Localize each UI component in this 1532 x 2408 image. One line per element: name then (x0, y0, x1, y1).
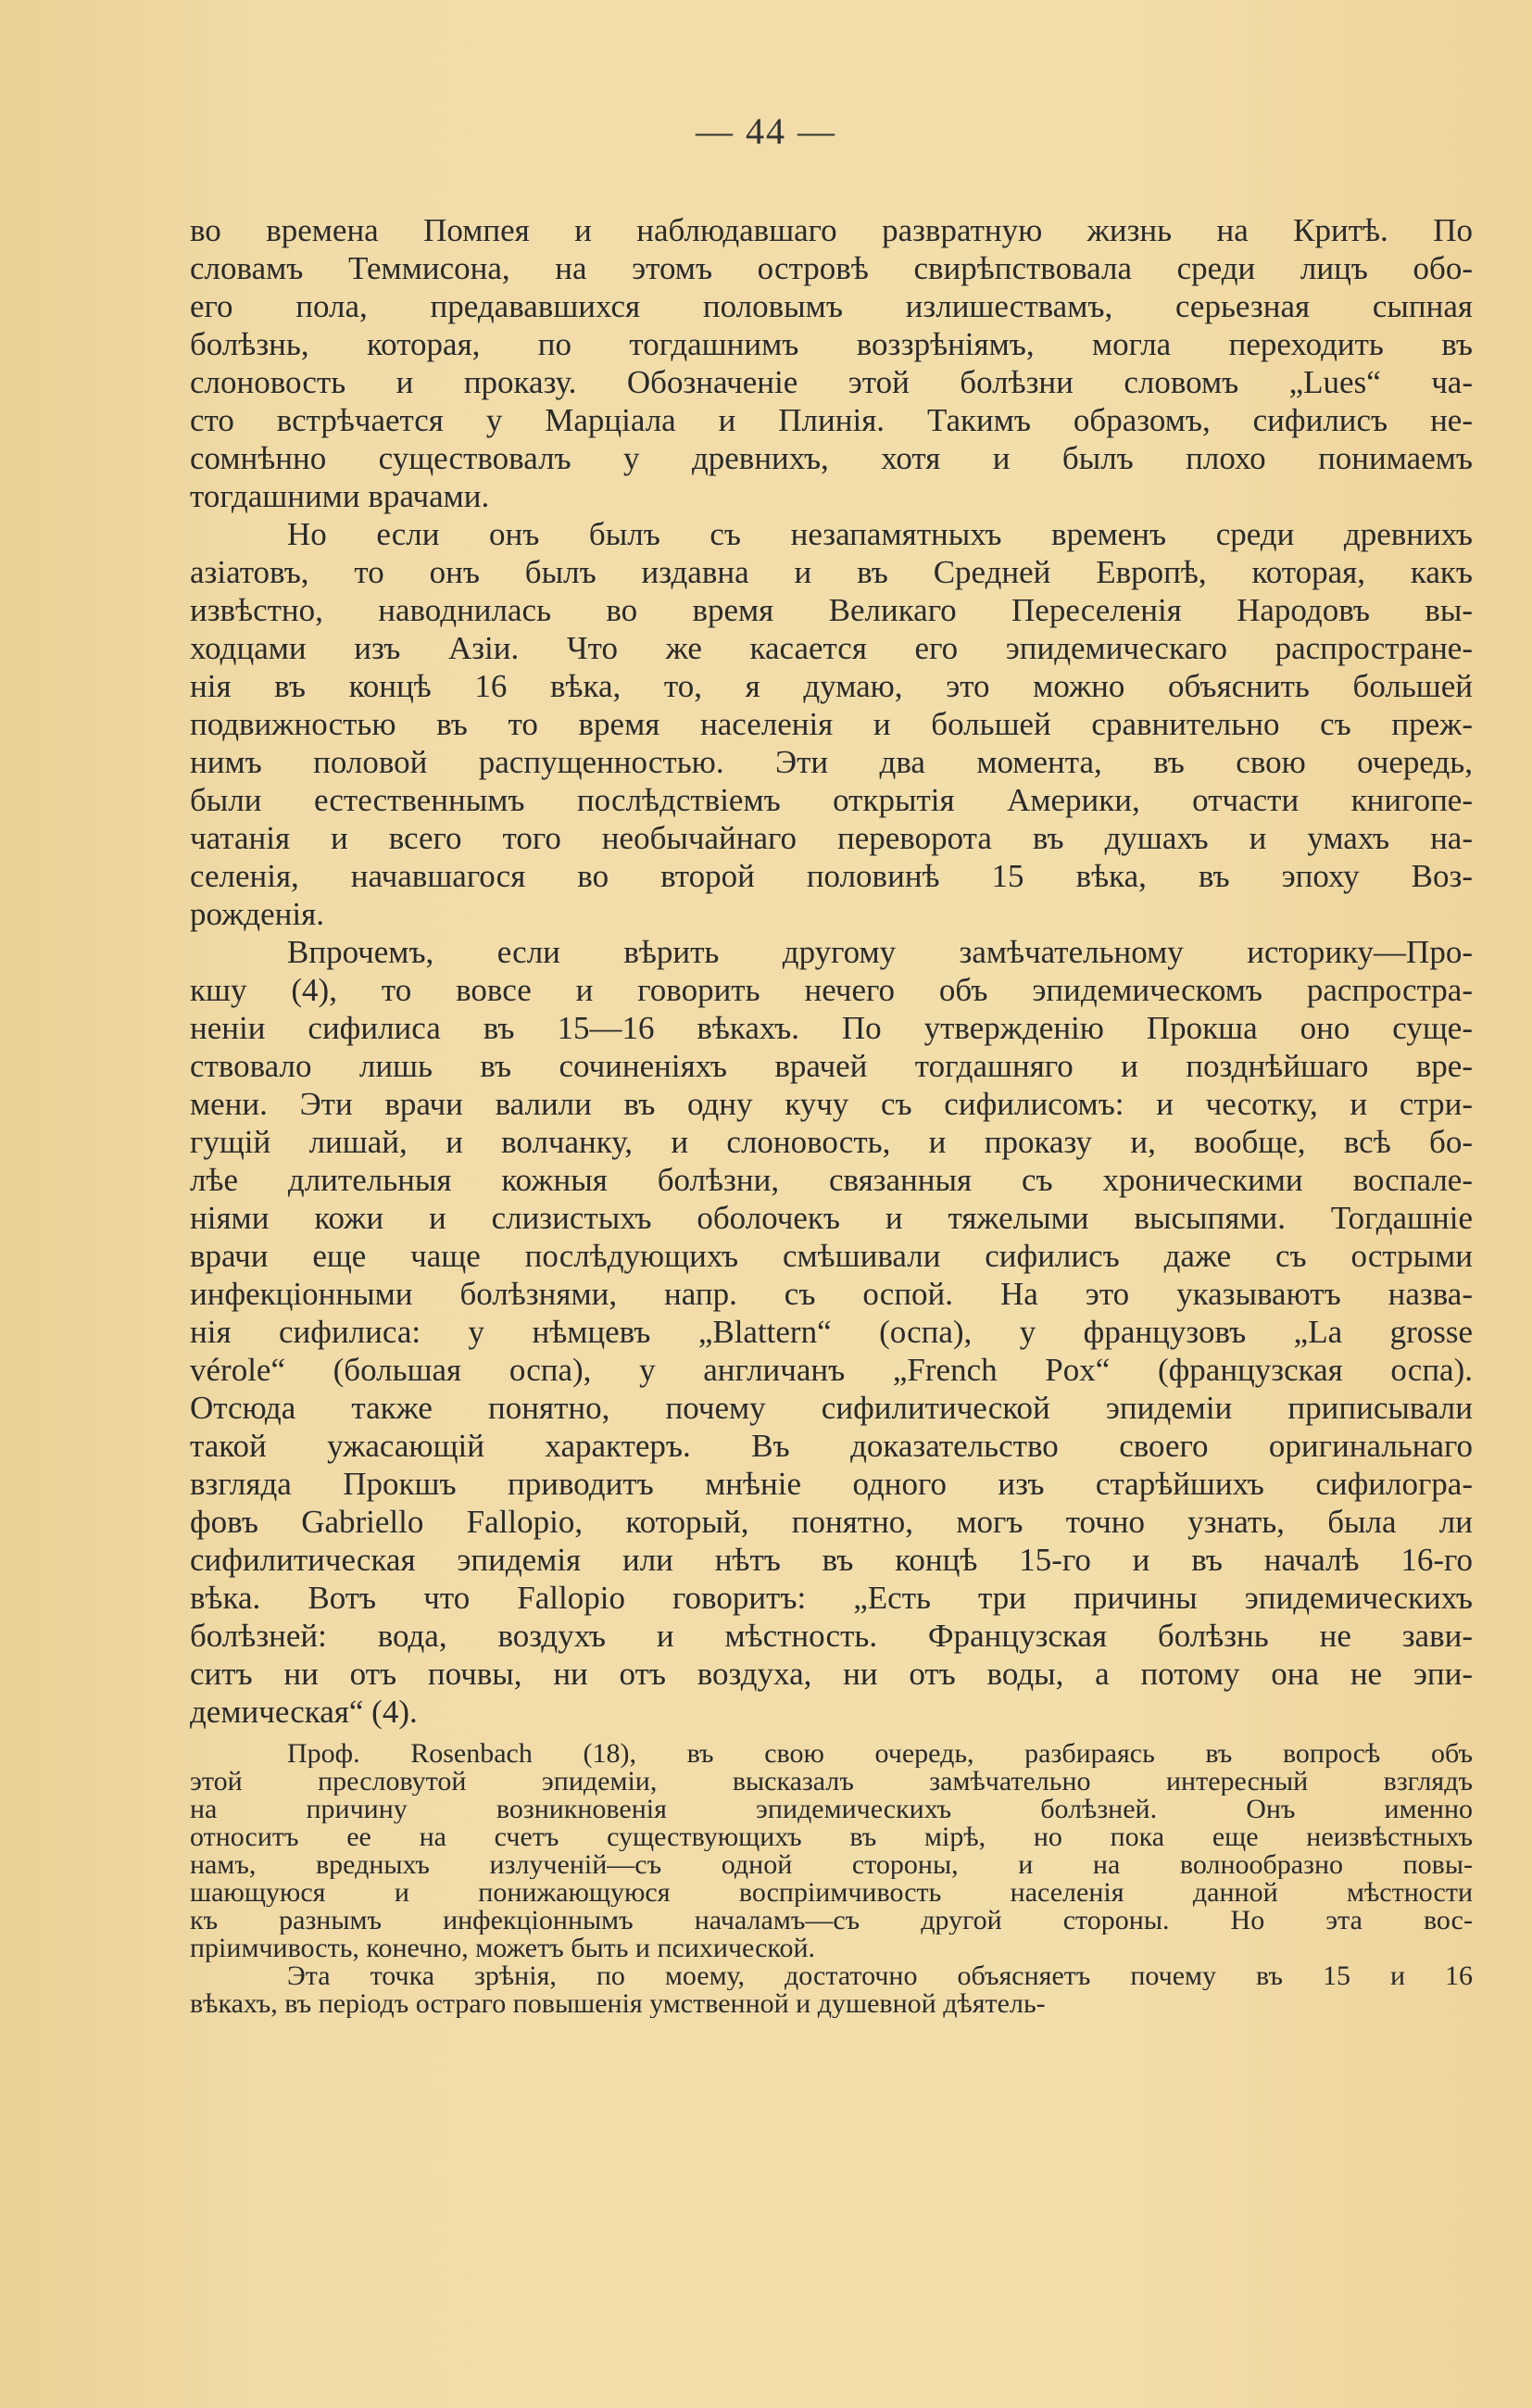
body-text (190, 211, 1473, 2018)
text-line: были естественнымъ послѣдствіемъ открытія Америки, отчасти книгопе- (190, 782, 1473, 818)
text-line: Впрочемъ, если вѣрить другому замѣчательному историку—Про- (287, 934, 1473, 970)
text-line: неніи сифилиса въ 15—16 вѣкахъ. По утвержденію Прокша оно суще- (190, 1010, 1473, 1046)
text-line: нія сифилиса: у нѣмцевъ „Blattern“ (оспа), у французовъ „La grosse (190, 1314, 1473, 1350)
text-line: сомнѣнно существовалъ у древнихъ, хотя и былъ плохо понимаемъ (190, 440, 1473, 476)
text-line: намъ, вредныхъ излученій—съ одной стороны, и на волнообразно повы- (190, 1851, 1473, 1879)
text-line: этой пресловутой эпидеміи, высказалъ замѣчательно интересный взглядъ (190, 1768, 1473, 1796)
paragraph-small (190, 1740, 1473, 1962)
text-line: фовъ Gabriello Fallopio, который, понятно, могъ точно узнать, была ли (190, 1504, 1473, 1540)
text-line: vérole“ (большая оспа), у англичанъ „French Pox“ (французская оспа). (190, 1352, 1473, 1388)
text-line: такой ужасающій характеръ. Въ доказательство своего оригинальнаго (190, 1428, 1473, 1464)
text-line: мени. Эти врачи валили въ одну кучу съ сифилисомъ: и чесотку, и стри- (190, 1086, 1473, 1122)
text-line: нимъ половой распущенностью. Эти два момента, въ свою очередь, (190, 744, 1473, 780)
text-line: селенія, начавшагося во второй половинѣ 15 вѣка, въ эпоху Воз- (190, 858, 1473, 894)
text-line: вѣка. Вотъ что Fallopio говоритъ: „Есть три причины эпидемическихъ (190, 1580, 1473, 1616)
text-line: пріимчивость, конечно, можетъ быть и психической. (190, 1935, 816, 1962)
page-number: — 44 — (696, 110, 836, 152)
text-line: лѣе длительныя кожныя болѣзни, связанныя съ хроническими воспале- (190, 1162, 1473, 1198)
text-line: рожденія. (190, 896, 324, 932)
text-line: подвижностью въ то время населенія и большей сравнительно съ преж- (190, 706, 1473, 742)
text-line: Проф. Rosenbach (18), въ свою очередь, разбираясь въ вопросѣ объ (287, 1740, 1473, 1768)
text-line: слоновость и проказу. Обозначеніе этой болѣзни словомъ „Lues“ ча- (190, 364, 1473, 400)
text-line: азіатовъ, то онъ былъ издавна и въ Средней Европѣ, которая, какъ (190, 554, 1473, 590)
text-line: Отсюда также понятно, почему сифилитической эпидеміи приписывали (190, 1390, 1473, 1426)
text-line: демическая“ (4). (190, 1694, 418, 1730)
text-line: сифилитическая эпидемія или нѣтъ въ концѣ 15-го и въ началѣ 16-го (190, 1542, 1473, 1578)
text-line: болѣзнь, которая, по тогдашнимъ воззрѣніямъ, могла переходить въ (190, 326, 1473, 362)
text-line: извѣстно, наводнилась во время Великаго Переселенія Народовъ вы- (190, 592, 1473, 628)
paragraph (190, 515, 1473, 933)
text-line: ствовало лишь въ сочиненіяхъ врачей тогдашняго и позднѣйшаго вре- (190, 1048, 1473, 1084)
text-line: инфекціонными болѣзнями, напр. съ оспой. На это указываютъ назва- (190, 1276, 1473, 1312)
text-line: во времена Помпея и наблюдавшаго развратную жизнь на Критѣ. По (190, 212, 1473, 248)
text-line: шающуюся и понижающуюся воспріимчивость населенія данной мѣстности (190, 1879, 1473, 1907)
text-line: чатанія и всего того необычайнаго переворота въ душахъ и умахъ на- (190, 820, 1473, 856)
text-line: взгляда Прокшъ приводитъ мнѣніе одного изъ старѣйшихъ сифилогра- (190, 1466, 1473, 1502)
text-line: Но если онъ былъ съ незапамятныхъ временъ среди древнихъ (287, 516, 1473, 552)
text-line: на причину возникновенія эпидемическихъ болѣзней. Онъ именно (190, 1796, 1473, 1823)
text-line: болѣзней: вода, воздухъ и мѣстность. Французская болѣзнь не зави- (190, 1618, 1473, 1654)
text-line: ходцами изъ Азіи. Что же касается его эпидемическаго распростране- (190, 630, 1473, 666)
paragraph (190, 933, 1473, 1731)
text-line: ніями кожи и слизистыхъ оболочекъ и тяжелыми высыпями. Тогдашніе (190, 1200, 1473, 1236)
text-line: относитъ ее на счетъ существующихъ въ мірѣ, но пока еще неизвѣстныхъ (190, 1823, 1473, 1851)
text-line: тогдашними врачами. (190, 478, 490, 514)
paragraph-small (190, 1962, 1473, 2018)
text-line: ситъ ни отъ почвы, ни отъ воздуха, ни отъ воды, а потому она не эпи- (190, 1656, 1473, 1692)
text-line: сто встрѣчается у Марціала и Плинія. Такимъ образомъ, сифилисъ не- (190, 402, 1473, 438)
text-line: врачи еще чаще послѣдующихъ смѣшивали сифилисъ даже съ острыми (190, 1238, 1473, 1274)
paragraph (190, 211, 1473, 515)
text-line: гущій лишай, и волчанку, и слоновость, и проказу и, вообще, всѣ бо- (190, 1124, 1473, 1160)
text-line: нія въ концѣ 16 вѣка, то, я думаю, это можно объяснить большей (190, 668, 1473, 704)
text-line: вѣкахъ, въ періодъ остраго повышенія умственной и душевной дѣятель- (190, 1990, 1046, 2018)
text-line: Эта точка зрѣнія, по моему, достаточно объясняетъ почему въ 15 и 16 (287, 1962, 1473, 1990)
text-line: кшу (4), то вовсе и говорить нечего объ эпидемическомъ распростра- (190, 972, 1473, 1008)
text-line: къ разнымъ инфекціоннымъ началамъ—съ другой стороны. Но эта вос- (190, 1907, 1473, 1935)
text-line: его пола, предававшихся половымъ излишествамъ, серьезная сыпная (190, 288, 1473, 324)
text-line: словамъ Теммисона, на этомъ островѣ свирѣпствовала среди лицъ обо- (190, 250, 1473, 286)
